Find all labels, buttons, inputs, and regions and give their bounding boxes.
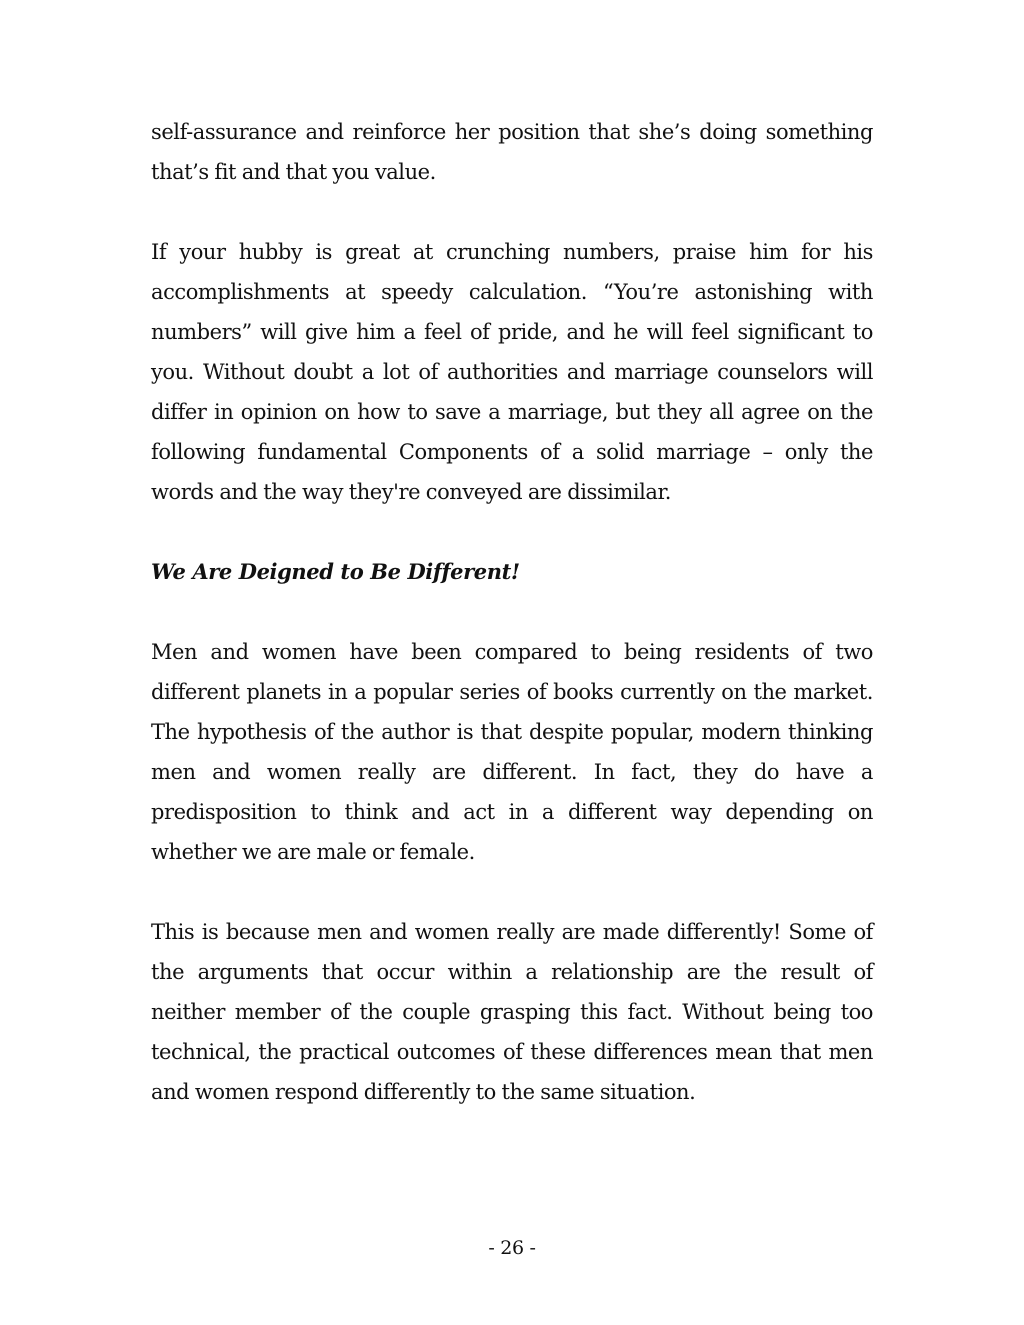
document-body — [151, 112, 873, 1152]
paragraph-2: If your hubby is great at crunching numbers, praise him for his accomplishments at speedy calculation. “You’re astonishing with numbers” will give him a feel of pride, and he will feel significant to you. Without doubt a lot of authorities and marriage counselors will differ in opinion on how to save a marriage, but they all agree on the following fundamental Components of a solid marriage – only the words and the way they're conveyed are dissimilar. — [151, 240, 873, 504]
section-heading: We Are Deigned to Be Different! — [151, 559, 520, 584]
paragraph-3: Men and women have been compared to being residents of two different planets in a popular series of books currently on the market. The hypothesis of the author is that despite popular, modern thinking men and women really are different. In fact, they do have a predisposition to think and act in a different way depending on whether we are male or female. — [151, 640, 873, 864]
page-number: - 26 - — [488, 1237, 536, 1259]
paragraph-1: self-assurance and reinforce her position that she’s doing something that’s fit and that you value. — [151, 120, 873, 184]
paragraph-4: This is because men and women really are made differently! Some of the arguments that occur within a relationship are the result of neither member of the couple grasping this fact. Without being too technical, the practical outcomes of these differences mean that men and women respond differently to the same situation. — [151, 920, 873, 1104]
